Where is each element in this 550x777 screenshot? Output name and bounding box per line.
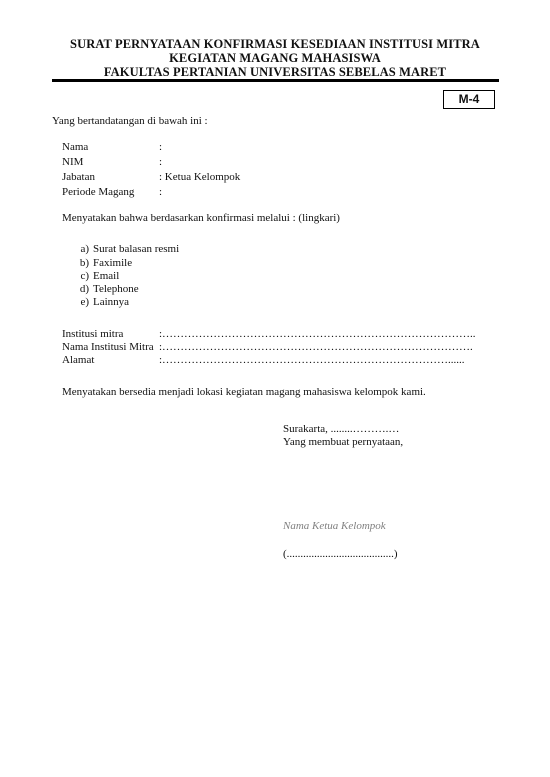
institution-label: Institusi mitra [62,328,124,340]
title-line-1: SURAT PERNYATAAN KONFIRMASI KESEDIAAN INSTITUSI MITRA [70,37,480,51]
signature-name-placeholder: Nama Ketua Kelompok [283,520,386,532]
institution-fill-line: :………………………………………………………………………….. [159,328,476,340]
signature-place-date: Surakarta, ........……….… [283,423,400,435]
option-text: Telephone [93,283,139,295]
institution-name-fill-line: :…………………………………………………………………………. [159,341,473,353]
option-text: Faximile [93,257,133,269]
option-text: Surat balasan resmi [93,243,180,255]
institution-name-label: Nama Institusi Mitra [62,341,154,353]
address-label: Alamat [62,354,95,366]
title-line-2: KEGIATAN MAGANG MAHASISWA [169,51,381,65]
field-label-periode: Periode Magang [62,186,135,198]
intro-text: Yang bertandatangan di bawah ini : [52,115,208,127]
statement-text: Menyatakan bahwa berdasarkan konfirmasi melalui : (lingkari) [62,212,340,224]
option-marker: d) [79,283,89,295]
title-line-3: FAKULTAS PERTANIAN UNIVERSITAS SEBELAS MARET [103,65,447,79]
signature-name-line: (.......................................) [283,548,398,560]
option-marker: a) [80,243,89,255]
option-marker: e) [80,296,89,308]
title-divider [52,79,499,82]
field-value-periode: : [159,186,163,198]
option-marker: c) [80,270,89,282]
field-value-jabatan: : Ketua Kelompok [159,171,241,183]
signature-maker: Yang membuat pernyataan, [283,436,404,448]
form-code-badge: M-4 [443,90,495,109]
field-value-nama: : [159,141,163,153]
field-value-nim: : [159,156,163,168]
option-text: Email [93,270,120,282]
option-text: Lainnya [93,296,130,308]
closing-text: Menyatakan bersedia menjadi lokasi kegiatan magang mahasiswa kelompok kami. [62,386,426,398]
field-label-nim: NIM [62,156,84,168]
option-marker: b) [79,257,89,269]
field-label-nama: Nama [62,141,89,153]
address-fill-line: :……………………………………………………………………...... [159,354,465,366]
field-label-jabatan: Jabatan [62,171,95,183]
